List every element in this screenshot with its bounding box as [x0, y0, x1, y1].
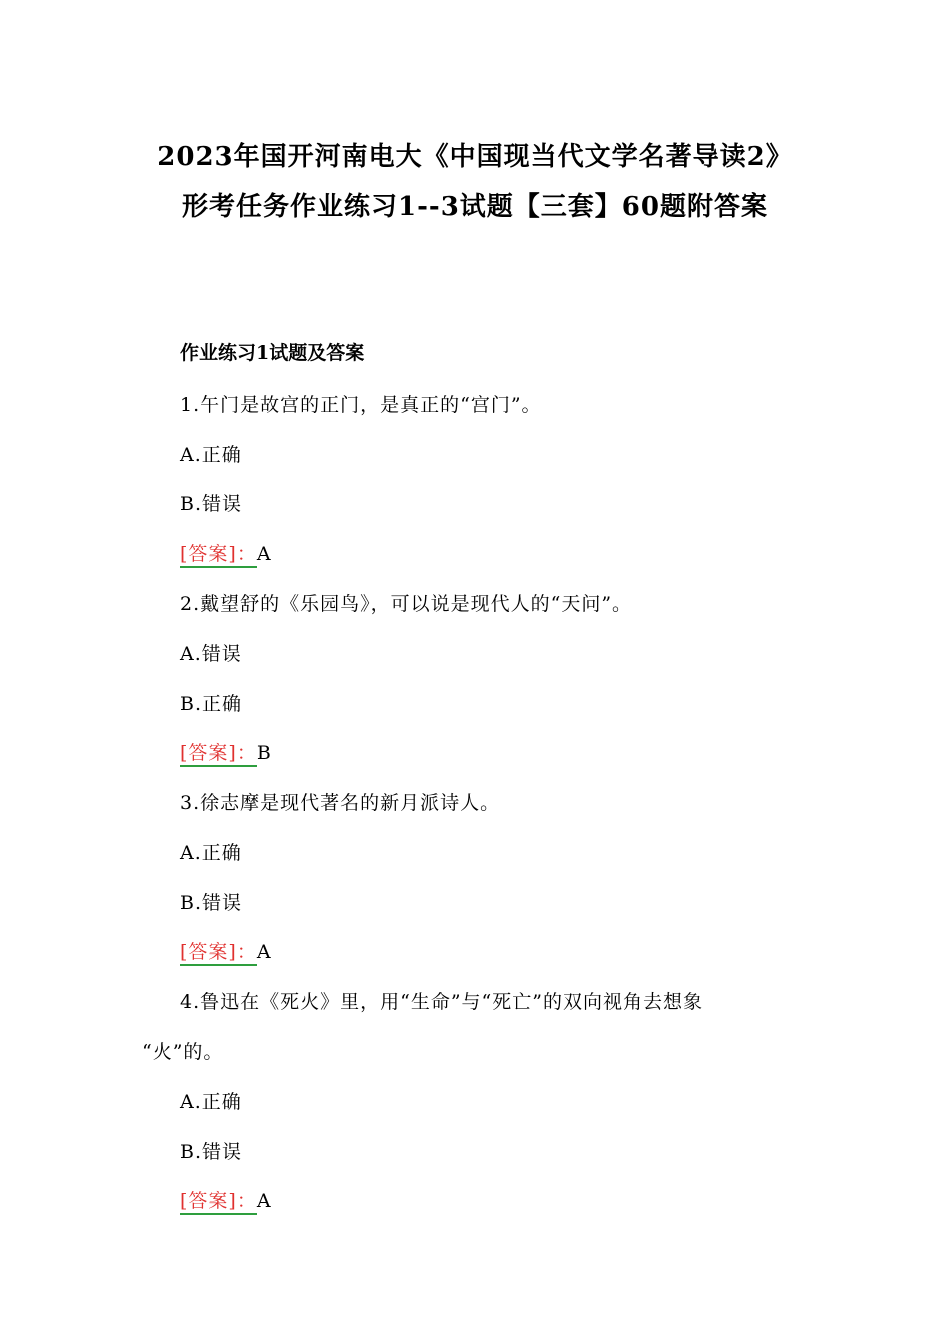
question-3-option-b: B.错误: [180, 892, 243, 914]
question-1-answer: [180, 539, 272, 566]
question-2-stem: 2.戴望舒的《乐园鸟》，可以说是现代人的“天问”。: [180, 593, 633, 615]
answer-label: [答案]: [180, 543, 237, 568]
question-2-answer: [180, 738, 272, 765]
question-4-option-b: B.错误: [180, 1141, 243, 1163]
question-1-option-b: B.错误: [180, 493, 243, 515]
answer-value: A: [256, 1190, 272, 1212]
answer-label: [答案]: [180, 941, 237, 966]
document-title-line-2: 形考任务作业练习1--3试题【三套】60题附答案: [182, 192, 768, 222]
question-1-option-a: A.正确: [180, 444, 242, 466]
document-title-line-1: 2023年国开河南电大《中国现当代文学名著导读2》: [157, 142, 793, 172]
answer-separator: ：: [237, 1190, 257, 1215]
answer-value: A: [256, 941, 272, 963]
answer-separator: ：: [237, 742, 257, 767]
question-1-stem: 1.午门是故宫的正门，是真正的“宫门”。: [180, 394, 542, 416]
question-4-stem-line-1: 4.鲁迅在《死火》里，用“生命”与“死亡”的双向视角去想象: [180, 991, 703, 1013]
section-heading: 作业练习1试题及答案: [180, 342, 365, 364]
answer-value: B: [256, 742, 272, 764]
question-4-stem-line-2: “火”的。: [142, 1041, 224, 1063]
question-4-answer: [180, 1186, 272, 1213]
answer-label: [答案]: [180, 742, 237, 767]
question-2-option-b: B.正确: [180, 693, 243, 715]
question-4-option-a: A.正确: [180, 1091, 242, 1113]
question-2-option-a: A.错误: [180, 643, 242, 665]
question-3-answer: [180, 937, 272, 964]
answer-separator: ：: [237, 941, 257, 966]
answer-value: A: [256, 543, 272, 565]
answer-separator: ：: [237, 543, 257, 568]
question-3-stem: 3.徐志摩是现代著名的新月派诗人。: [180, 792, 501, 814]
answer-label: [答案]: [180, 1190, 237, 1215]
question-3-option-a: A.正确: [180, 842, 242, 864]
